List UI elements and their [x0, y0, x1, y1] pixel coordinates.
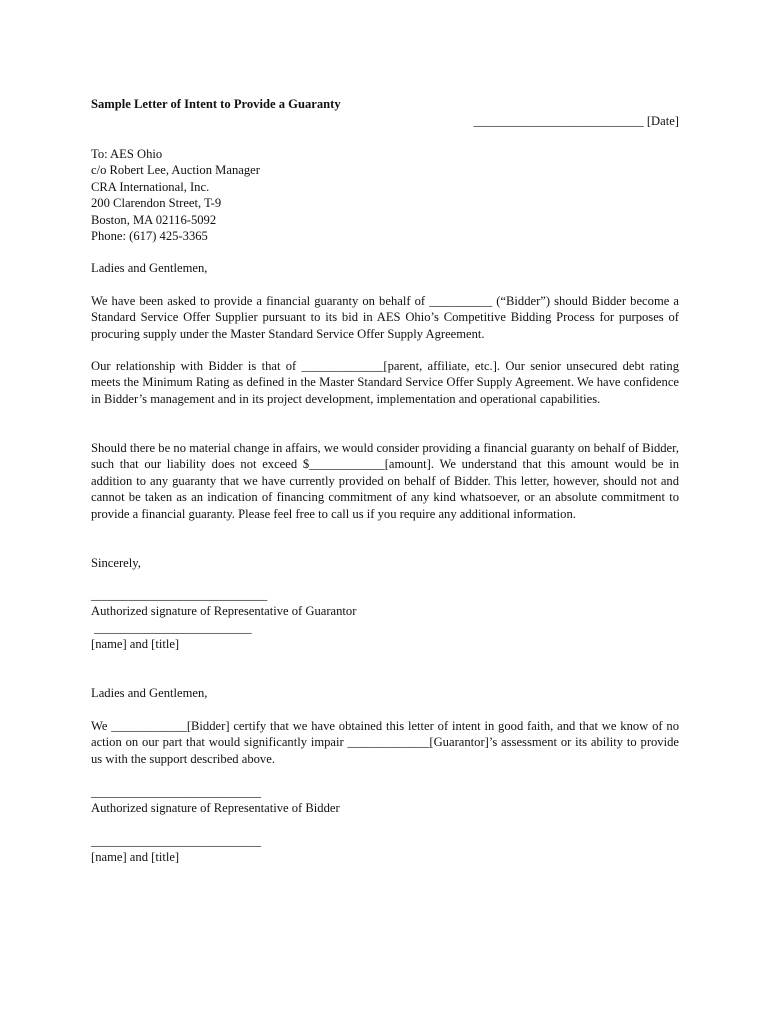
guarantor-name-label: [name] and [title] — [91, 637, 180, 651]
address-line: Phone: (617) 425-3365 — [91, 229, 208, 244]
paragraph-bidder-intro: We have been asked to provide a financial guaranty on behalf of __________ (“Bidder”) should Bidder become a Standard Service Offer Supplier pursuant to its bid in AES Ohio’s Competitive Bidding Process for purposes of procuring supply under the Master Standard Service Offer Supply Agreement. — [91, 294, 679, 341]
address-line: Boston, MA 02116-5092 — [91, 212, 217, 227]
guarantor-signature-line: ____________________________ — [91, 588, 268, 602]
salutation: Ladies and Gentlemen, — [91, 261, 208, 275]
guarantor-signature-label: Authorized signature of Representative of Guarantor — [91, 604, 357, 618]
document-title: Sample Letter of Intent to Provide a Guaranty — [91, 97, 341, 111]
recipient-address — [91, 146, 679, 244]
closing: Sincerely, — [91, 556, 141, 570]
address-line: To: AES Ohio — [91, 147, 163, 161]
paragraph-guaranty-terms: Should there be no material change in affairs, we would consider providing a financial guaranty on behalf of Bidder, such that our liability does not exceed $____________[amount]. We understand that this amount would be in addition to any guaranty that we have currently provided on behalf of Bidder. This letter, however, should not and cannot be taken as an indication of financing commitment of any kind whatsoever, or an absolute commitment to provide a financial guaranty. Please feel free to call us if you require any additional information. — [91, 441, 679, 521]
address-line: c/o Robert Lee, Auction Manager — [91, 163, 260, 178]
bidder-signature-label: Authorized signature of Representative of Bidder — [91, 801, 340, 815]
paragraph-bidder-certification: We ____________[Bidder] certify that we have obtained this letter of intent in good faith, and that we know of no action on our part that would significantly impair _____________[Guarantor]’s assessment or its ability to provide us with the support described above. — [91, 719, 679, 766]
date-line: ___________________________ [Date] — [473, 114, 679, 128]
paragraph-relationship: Our relationship with Bidder is that of _____________[parent, affiliate, etc.]. Our senior unsecured debt rating meets the Minimum Rating as defined in the Master Standard Service Offer Supply Agreement. We have confidence in Bidder’s management and in its project development, implementation and operational capabilities. — [91, 359, 679, 406]
bidder-name-label: [name] and [title] — [91, 850, 180, 864]
guarantor-name-line: _________________________ — [91, 621, 252, 635]
bidder-name-line: ___________________________ — [91, 834, 262, 848]
bidder-signature-line: ___________________________ — [91, 785, 262, 799]
address-line: 200 Clarendon Street, T-9 — [91, 196, 222, 211]
salutation-bidder: Ladies and Gentlemen, — [91, 686, 208, 700]
address-line: CRA International, Inc. — [91, 179, 210, 194]
